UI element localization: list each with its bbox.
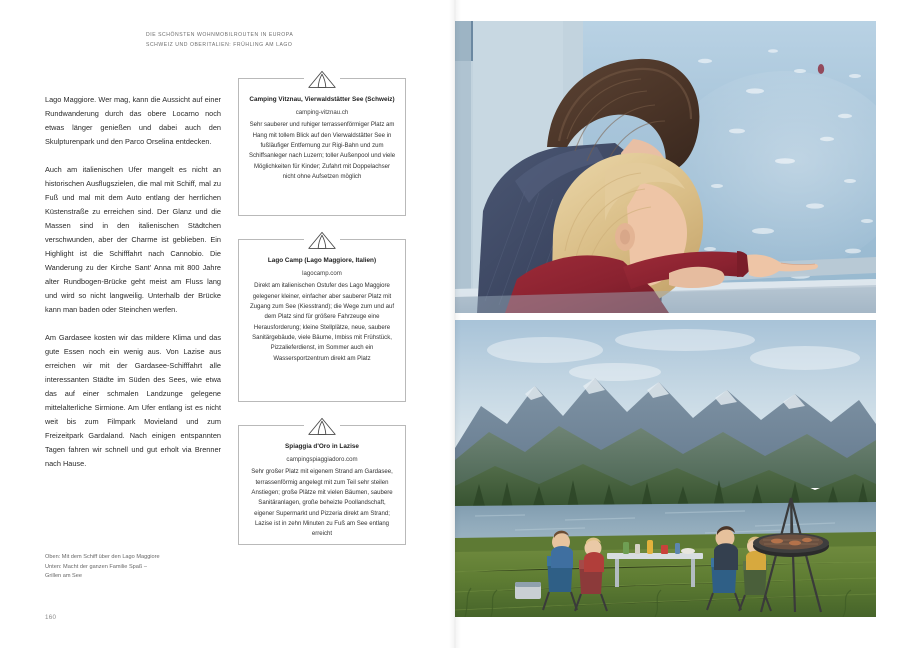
photo-ferry-father-child xyxy=(455,21,876,313)
info-box-url[interactable]: campingspiaggiadoro.com xyxy=(286,455,358,463)
info-box-url[interactable]: lagocamp.com xyxy=(302,269,342,277)
info-box-description: Direkt am italienischen Ostufer des Lago Maggiore gelegener kleiner, einfacher aber sauberer Platz mit Zugang zum See (Kiesstrand); die Wege zum und auf dem Platz sind für größere Fahrzeuge eine Herausforderung; kleine Stellplätze, neue, saubere Sanitärgebäude, viele Bäume, Imbiss mit Frühstück, Pizzalieferdienst, im Sommer auch ein Wassersportzentrum direkt am Platz xyxy=(249,283,395,362)
caption-line-3: Grillen am See xyxy=(45,573,82,580)
caption-line-2: Unten: Macht der ganzen Familie Spaß – xyxy=(45,563,147,570)
photo-lakeside-barbecue xyxy=(455,320,876,617)
body-paragraph-3: Am Gardasee kosten wir das mildere Klima und das gute Essen noch ein wenig aus. Von Lazise aus erreichen wir mit der Gardasee-Schifffahrt alle interessanten Städte im Süden des Sees, wie etwa das auf einer schmalen Landzunge gelegene mittelalterliche Sirmione. Am Ufer entlang ist es nicht weit bis zum Filmpark Movieland und zum Freizeitpark Gardaland. Nach einigen entspannten Tagen fahren wir schnell und gut erholt via Brenner nach Hause. xyxy=(45,332,221,469)
info-box-description: Sehr sauberer und ruhiger terrassenförmiger Platz am Hang mit tollem Blick auf den Vierwaldstätter See in fußläufiger Entfernung zur Rigi-Bahn und zum Schiffsanleger nach Luzern; toller Außenpool und viele Möglichkeiten für Kinder; Zufahrt mit Doppelachser nicht ohne Aufsetzen möglich xyxy=(248,122,396,181)
caption-line-1: Oben: Mit dem Schiff über den Lago Maggiore xyxy=(45,554,160,560)
tent-icon xyxy=(304,68,340,90)
page-number: 160 xyxy=(45,614,57,621)
info-box-description: Sehr großer Platz mit eigenem Strand am Gardasee, terrassenförmig angelegt mit zum Teil sehr steilen Anstiegen; große Plätze mit vielen Bäumen, saubere Sanitäranlagen, große beheizte Poollandschaft, eigener Supermarkt und Pizzeria direkt am Strand; Lazise ist in zehn Minuten zu Fuß am See entlang erreicht xyxy=(251,469,393,538)
right-page xyxy=(455,0,910,648)
info-box-title: Camping Vitznau, Vierwaldstätter See (Schweiz) xyxy=(249,96,395,103)
body-paragraph-2: Auch am italienischen Ufer mangelt es nicht an historischen Ausflugszielen, die mal mit Schiff, mal zu Fuß und mal mit dem Auto entlang der herrlichen Küstenstraße zu erreichen sind. Der Glanz und die Massen sind in den italienischen Städtchen verschwunden, aber der Charme ist geblieben. Ein Highlight ist die Schifffahrt nach Cannobio. Die Wanderung zu der Kirche Sant' Anna mit 800 Jahre alter Rundbogen-Brücke geht meist am Fluss lang und wird so nicht langweilig. Unterhalb der Brücke kann man baden oder Steinchen werfen. xyxy=(45,164,221,315)
running-head-line-2: SCHWEIZ UND OBERITALIEN: FRÜHLING AM LAGO xyxy=(146,41,293,48)
info-box-camping-vitznau xyxy=(238,78,406,216)
photo-caption xyxy=(45,553,225,582)
running-head-line-1: DIE SCHÖNSTEN WOHNMOBILROUTEN IN EUROPA xyxy=(146,32,294,38)
info-box-title: Spiaggia d'Oro in Lazise xyxy=(285,443,359,450)
running-head xyxy=(146,31,406,51)
info-box-url[interactable]: camping-vitznau.ch xyxy=(295,108,349,116)
tent-icon xyxy=(304,229,340,251)
body-paragraph-1: Lago Maggiore. Wer mag, kann die Aussicht auf einer Rundwanderung durch das obere Locarno noch etwas länger genießen und dabei auch den Skulpturenpark und den Parco Orselina entdecken. xyxy=(45,95,221,147)
info-box-lago-camp xyxy=(238,239,406,402)
info-box-title: Lago Camp (Lago Maggiore, Italien) xyxy=(267,257,377,264)
body-text-column xyxy=(45,93,221,471)
tent-icon xyxy=(304,415,340,437)
info-box-spiaggia-doro xyxy=(238,425,406,545)
